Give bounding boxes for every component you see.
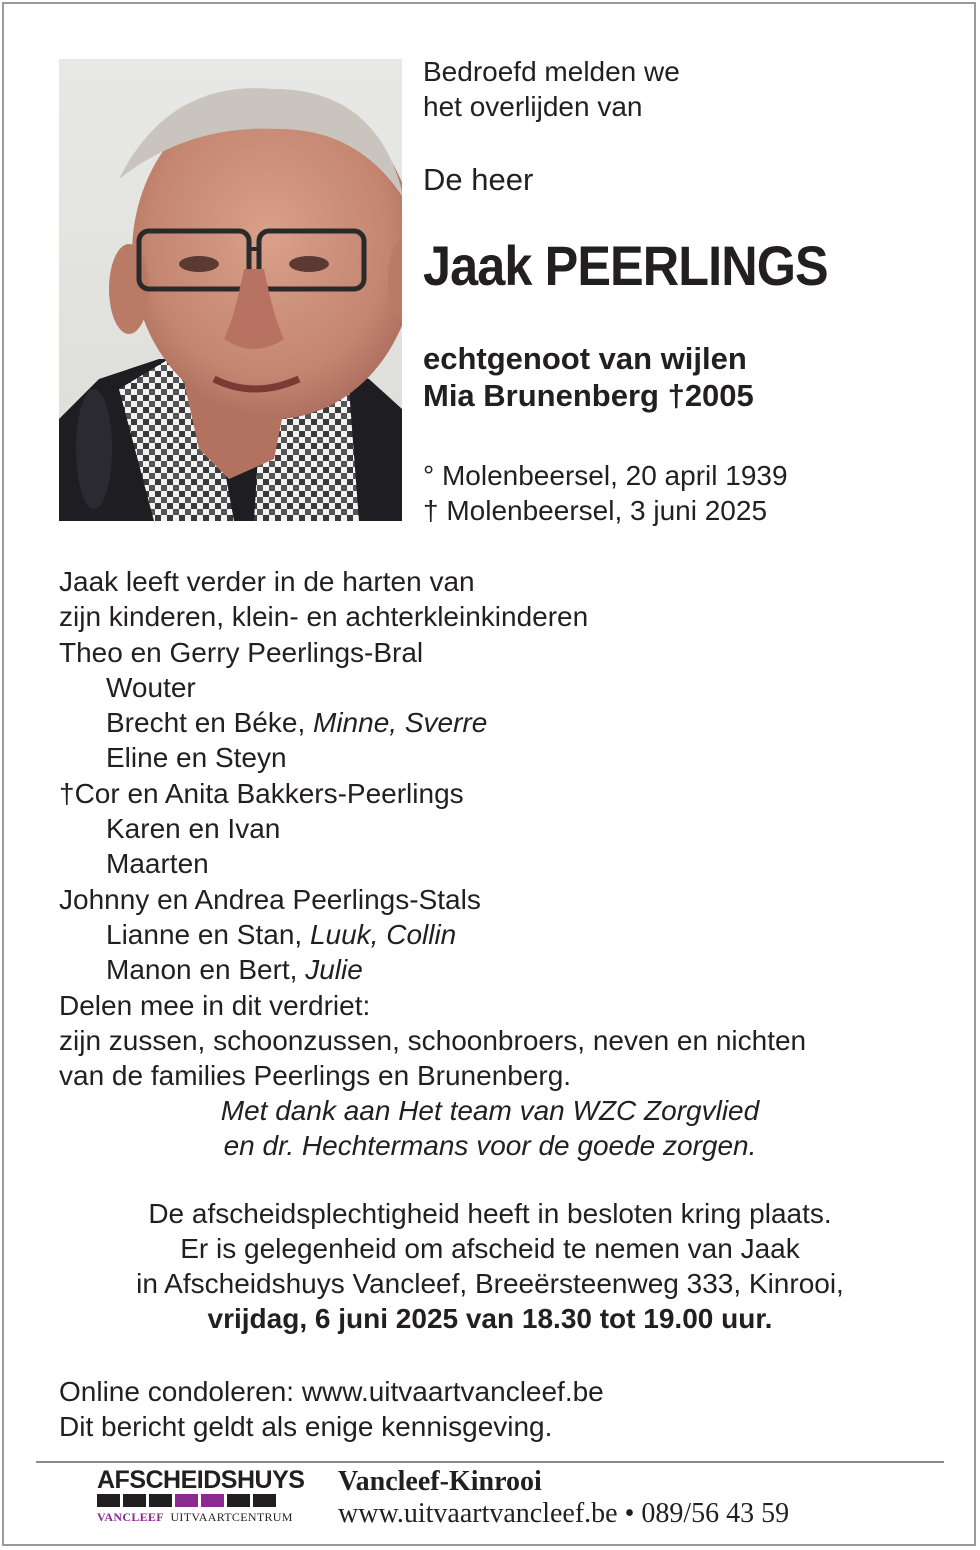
logo-sub-right: UITVAARTCENTRUM [170,1510,293,1524]
logo-wordmark: AFSCHEIDSHUYS [97,1466,305,1494]
family-line [59,952,806,987]
condolence-link[interactable]: Online condoleren: www.uitvaartvancleef.be [59,1376,604,1407]
family-line: van de families Peerlings en Brunenberg. [59,1060,572,1092]
death-date: † Molenbeersel, 3 juni 2025 [423,495,768,526]
family-line: †Cor en Anita Bakkers-Peerlings [59,777,464,809]
family-line: Karen en Ivan [106,813,281,845]
spouse-line: echtgenoot van wijlen [423,341,747,376]
family-line: Delen mee in dit verdriet: [59,989,371,1021]
notice-line: Dit bericht geldt als enige kennisgeving. [59,1411,553,1442]
ceremony-line: De afscheidsplechtigheid heeft in besloten kring plaats. [148,1198,832,1229]
ceremony-line: in Afscheidshuys Vancleef, Breeërsteenweg 333, Kinrooi, [136,1268,844,1299]
logo-bar [123,1494,146,1507]
great-grandchildren: Minne, Sverre [313,707,488,739]
family-line: Jaak leeft verder in de harten van [59,566,475,597]
thanks-note [0,1093,980,1163]
logo-bar [201,1494,224,1507]
logo-sub-left: VANCLEEF [97,1510,164,1524]
family-line: Johnny en Andrea Peerlings-Stals [59,883,481,915]
intro-line: het overlijden van [423,91,643,122]
family-name: Manon en Bert, [106,954,306,986]
portrait-photo [59,59,402,521]
family-line [59,705,806,740]
family-name: Brecht en Béke, [106,707,314,739]
ceremony-info [0,1196,980,1336]
logo-subtitle [97,1510,307,1525]
thanks-line: en dr. Hechtermans voor de goede zorgen. [223,1130,757,1161]
family-line [59,917,806,952]
honorific: De heer [423,162,534,197]
logo-bars [97,1494,307,1507]
footer-contact [338,1466,789,1530]
logo-bar [227,1494,250,1507]
life-dates [423,458,788,528]
birth-date: ° Molenbeersel, 20 april 1939 [423,460,788,491]
deceased-name: Jaak PEERLINGS [423,234,828,297]
spouse-info [423,340,754,414]
spouse-line: Mia Brunenberg †2005 [423,378,754,413]
online-info [59,1374,604,1444]
family-line: zijn kinderen, klein- en achterkleinkinderen [59,601,589,633]
great-grandchildren: Luuk, Collin [309,918,457,950]
logo-bar [175,1494,198,1507]
great-grandchildren: Julie [305,954,363,986]
intro-text [423,54,680,124]
ceremony-line: Er is gelegenheid om afscheid te nemen van Jaak [180,1233,800,1264]
contact-details[interactable]: www.uitvaartvancleef.be • 089/56 43 59 [338,1498,790,1529]
footer-divider [36,1461,944,1463]
family-line: Wouter [106,671,196,703]
logo-bar [149,1494,172,1507]
logo-bar [97,1494,120,1507]
family-line: zijn zussen, schoonzussen, schoonbroers, neven en nichten [59,1024,807,1056]
family-list [59,564,806,1093]
family-name: Lianne en Stan, [106,918,310,950]
logo-bar [253,1494,276,1507]
funeral-home-name: Vancleef-Kinrooi [338,1466,542,1497]
family-line: Maarten [106,848,209,880]
funeral-home-logo [97,1467,307,1529]
intro-line: Bedroefd melden we [423,56,680,87]
family-line: Eline en Steyn [106,742,287,774]
ceremony-datetime: vrijdag, 6 juni 2025 van 18.30 tot 19.00 uur. [207,1303,773,1334]
family-line: Theo en Gerry Peerlings-Bral [59,636,424,668]
thanks-line: Met dank aan Het team van WZC Zorgvlied [220,1095,760,1126]
